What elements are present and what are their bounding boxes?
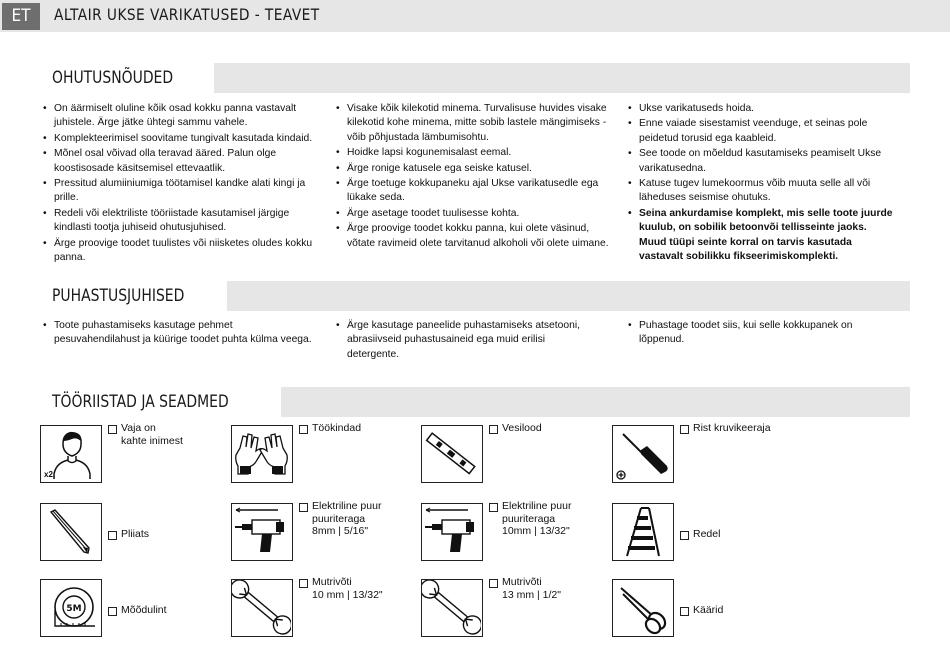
list-item: • Ärge toetuge kokkupaneku ajal Ukse varikatusedle ega lükake seda. — [335, 177, 610, 206]
drill-icon — [231, 503, 293, 561]
pencil-icon — [40, 503, 102, 561]
list-item: • Ärge kasutage paneelide puhastamiseks atsetooni, abrasiivseid puhastusaineid ega muid erilisi detergente. — [335, 319, 595, 362]
two-persons-icon — [40, 425, 102, 483]
list-item: • Enne vaiade sisestamist veenduge, et seinas pole peidetud torusid ega kaableid. — [627, 117, 897, 146]
cleaning-section-header — [40, 281, 910, 311]
list-item: • Ärge proovige toodet tuulistes või niisketes oludes kokku panna. — [42, 237, 322, 266]
tool-label: Vesilood — [502, 422, 542, 434]
safety-section-header — [40, 63, 910, 93]
wrench-icon — [231, 579, 293, 637]
tool-label: Mutrivõti 13 mm | 1/2" — [502, 576, 561, 601]
list-item: • On äärmiselt oluline kõik osad kokku panna vastavalt juhistele. Ärge jätke ühtegi sammu vahele. — [42, 102, 322, 131]
tool-label: Käärid — [693, 604, 724, 616]
tool-checkbox[interactable] — [489, 579, 498, 588]
page-title: ALTAIR UKSE VARIKATUSED - TEAVET — [54, 5, 320, 24]
header-bar — [0, 0, 950, 32]
list-item: • Ärge proovige toodet kokku panna, kui olete väsinud, võtate ravimeid olete tarvitanud alkoholi või olete uimane. — [335, 222, 610, 251]
tool-label: Elektriline puur puuriteraga 10mm | 13/32" — [502, 500, 572, 537]
cleaning-column-2 — [335, 319, 595, 363]
cleaning-section-title: PUHASTUSJUHISED — [52, 286, 185, 306]
list-item-bold: • Seina ankurdamise komplekt, mis selle toote juurde kuulub, on sobilik betoonvõi tellisseinte jaoks. Muud tüüpi seinte korral on tarvis kasutada vastavalt sobilikku fikseerimiskomplekti. — [627, 207, 897, 265]
safety-column-1 — [42, 102, 322, 266]
tool-checkbox[interactable] — [299, 425, 308, 434]
tool-label: Vaja on kahte inimest — [121, 422, 183, 447]
tool-label: Elektriline puur puuriteraga 8mm | 5/16" — [312, 500, 382, 537]
language-badge: ET — [2, 3, 40, 30]
tool-checkbox[interactable] — [108, 607, 117, 616]
list-item: • Ärge ronige katusele ega seiske katusel. — [335, 162, 610, 176]
tool-checkbox[interactable] — [680, 531, 689, 540]
screwdriver-icon — [612, 425, 674, 483]
ladder-icon — [612, 503, 674, 561]
list-item: • Puhastage toodet siis, kui selle kokkupanek on lõppenud. — [627, 319, 897, 348]
cleaning-column-1 — [42, 319, 317, 349]
list-item: • See toode on mõeldud kasutamiseks peamiselt Ukse varikatusedna. — [627, 147, 897, 176]
list-item: • Visake kõik kilekotid minema. Turvalisuse huvides visake kilekotid kohe minema, mitte sobib lastele mängimiseks - võib põhjustada lämbumisohtu. — [335, 102, 610, 145]
scissors-icon — [612, 579, 674, 637]
tape-length-badge: 5M — [66, 604, 82, 614]
spirit-level-icon — [421, 425, 483, 483]
persons-count-badge: x2 — [44, 470, 53, 479]
tools-section-title: TÖÖRIISTAD JA SEADMED — [52, 392, 229, 412]
cleaning-column-3 — [627, 319, 897, 349]
list-item: • Pressitud alumiiniumiga töötamisel kandke alati kingi ja prille. — [42, 177, 322, 206]
tool-checkbox[interactable] — [299, 579, 308, 588]
tool-label: Mõõdulint — [121, 604, 167, 616]
list-item: • Toote puhastamiseks kasutage pehmet pesuvahendilahust ja küürige toodet puhta külma veega. — [42, 319, 317, 348]
list-item: • Redeli või elektriliste tööriistade kasutamisel järgige kindlasti tootja juhiseid ohutusjuhised. — [42, 207, 322, 236]
tool-label: Rist kruvikeeraja — [693, 422, 771, 434]
safety-column-3 — [627, 102, 897, 265]
tool-checkbox[interactable] — [489, 425, 498, 434]
tool-label: Töökindad — [312, 422, 362, 434]
safety-section-title: OHUTUSNÕUDED — [52, 68, 174, 88]
tool-checkbox[interactable] — [299, 503, 308, 512]
drill-icon — [421, 503, 483, 561]
tape-measure-icon — [40, 579, 102, 637]
wrench-icon — [421, 579, 483, 637]
tool-checkbox[interactable] — [108, 531, 117, 540]
tool-label: Redel — [693, 528, 721, 540]
tool-checkbox[interactable] — [680, 425, 689, 434]
list-item: • Ukse varikatuseds hoida. — [627, 102, 897, 116]
list-item: • Mõnel osal võivad olla teravad ääred. Palun olge koostisosade käsitsemisel ettevaatlik. — [42, 147, 322, 176]
tool-checkbox[interactable] — [680, 607, 689, 616]
tool-checkbox[interactable] — [489, 503, 498, 512]
tool-checkbox[interactable] — [108, 425, 117, 434]
tools-section-header — [40, 387, 910, 417]
list-item: • Komplekteerimisel soovitame tungivalt kasutada kindaid. — [42, 132, 322, 146]
list-item: • Katuse tugev lumekoormus võib muuta selle all või läheduses seismise ohutuks. — [627, 177, 897, 206]
tool-label: Mutrivõti 10 mm | 13/32" — [312, 576, 383, 601]
safety-column-2 — [335, 102, 610, 252]
gloves-icon — [231, 425, 293, 483]
tool-label: Pliiats — [121, 528, 150, 540]
list-item: • Ärge asetage toodet tuulisesse kohta. — [335, 207, 610, 221]
list-item: • Hoidke lapsi kogunemisalast eemal. — [335, 146, 610, 160]
